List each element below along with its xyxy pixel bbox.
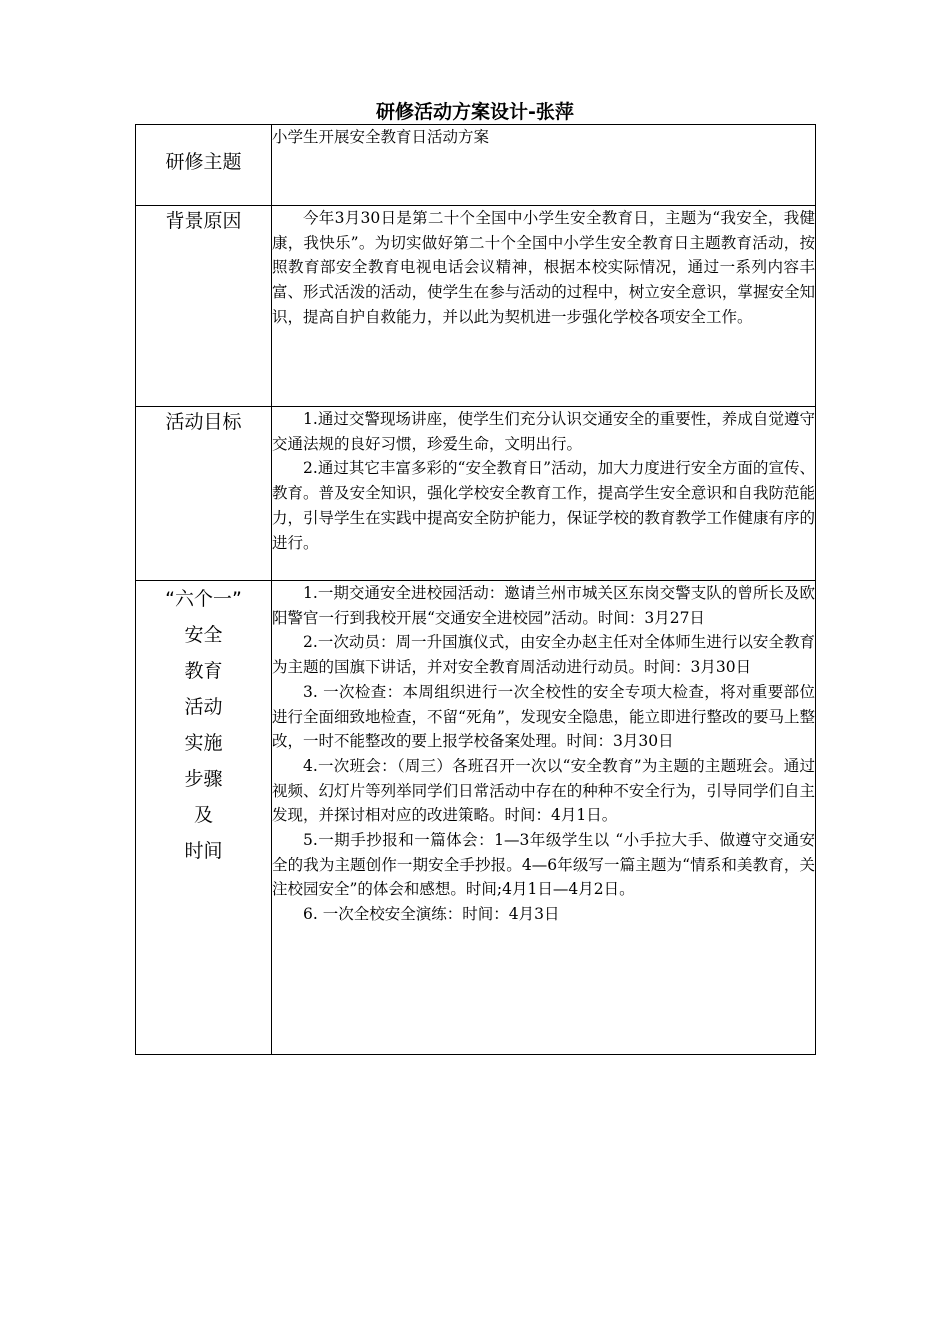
label-steps-line: 活动 xyxy=(184,696,223,718)
label-steps-line: 时间 xyxy=(184,840,223,862)
step-item: 6. 一次全校安全演练：时间：4月3日 xyxy=(303,905,560,924)
content-steps xyxy=(272,581,816,1055)
goal-item: 2.通过其它丰富多彩的“安全教育日”活动，加大力度进行安全方面的宣传、教育。普及安全知识，强化学校安全教育工作，提高学生安全意识和自我防范能力，引导学生在实践中提高安全防护能力，保证学校的教育教学工作健康有序的进行。 xyxy=(272,459,815,552)
goal-item: 1.通过交警现场讲座，使学生们充分认识交通安全的重要性，养成自觉遵守交通法规的良好习惯，珍爱生命，文明出行。 xyxy=(272,410,815,453)
label-steps-line: 步骤 xyxy=(184,768,223,790)
table-row-goals xyxy=(136,407,816,581)
label-background: 背景原因 xyxy=(136,206,272,407)
label-steps-line: 及 xyxy=(193,804,213,826)
step-item: 5.一期手抄报和一篇体会：1—3年级学生以 “小手拉大手、做遵守交通安全的我为主题创作一期安全手抄报。4—6年级写一篇主题为“情系和美教育，关注校园安全”的体会和感想。时间;4月1日—4月2日。 xyxy=(272,831,815,899)
label-steps-line: 安全 xyxy=(184,624,223,646)
label-steps xyxy=(136,581,272,1055)
step-item: 3. 一次检查：本周组织进行一次全校性的安全专项大检查，将对重要部位进行全面细致地检查，不留“死角”，发现安全隐患，能立即进行整改的要马上整改，一时不能整改的要上报学校备案处理。时间：3月30日 xyxy=(272,682,815,751)
content-background xyxy=(272,206,816,407)
step-item: 1.一期交通安全进校园活动：邀请兰州市城关区东岗交警支队的曾所长及欧阳警官一行到我校开展“交通安全进校园”活动。时间：3月27日 xyxy=(272,584,815,627)
plan-table xyxy=(135,124,816,1055)
step-item: 2.一次动员：周一升国旗仪式，由安全办赵主任对全体师生进行以安全教育为主题的国旗下讲话，并对安全教育周活动进行动员。时间：3月30日 xyxy=(272,633,815,677)
step-item: 4.一次班会：（周三）各班召开一次以“安全教育”为主题的主题班会。通过视频、幻灯片等列举同学们日常活动中存在的种种不安全行为，引导同学们自主发现，并探讨相对应的改进策略。时间：4月1日。 xyxy=(272,756,815,825)
label-topic: 研修主题 xyxy=(136,125,272,206)
table-row-topic xyxy=(136,125,816,206)
background-paragraph: 今年3月30日是第二十个全国中小学生安全教育日，主题为“我安全，我健康，我快乐”。为切实做好第二十个全国中小学生安全教育日主题教育活动，按照教育部安全教育电视电话会议精神，根据本校实际情况，通过一系列内容丰富、形式活泼的活动，使学生在参与活动的过程中，树立安全意识，掌握安全知识，提高自护自救能力，并以此为契机进一步强化学校各项安全工作。 xyxy=(272,209,815,326)
label-steps-line: 教育 xyxy=(184,660,223,682)
label-goals: 活动目标 xyxy=(136,407,272,581)
label-steps-line: 实施 xyxy=(184,732,223,754)
table-row-background xyxy=(136,206,816,407)
document-title: 研修活动方案设计-张萍 xyxy=(376,101,574,123)
content-topic: 小学生开展安全教育日活动方案 xyxy=(272,125,816,206)
table-row-steps xyxy=(136,581,816,1055)
label-steps-line: “六个一” xyxy=(165,588,242,610)
content-goals xyxy=(272,407,816,581)
